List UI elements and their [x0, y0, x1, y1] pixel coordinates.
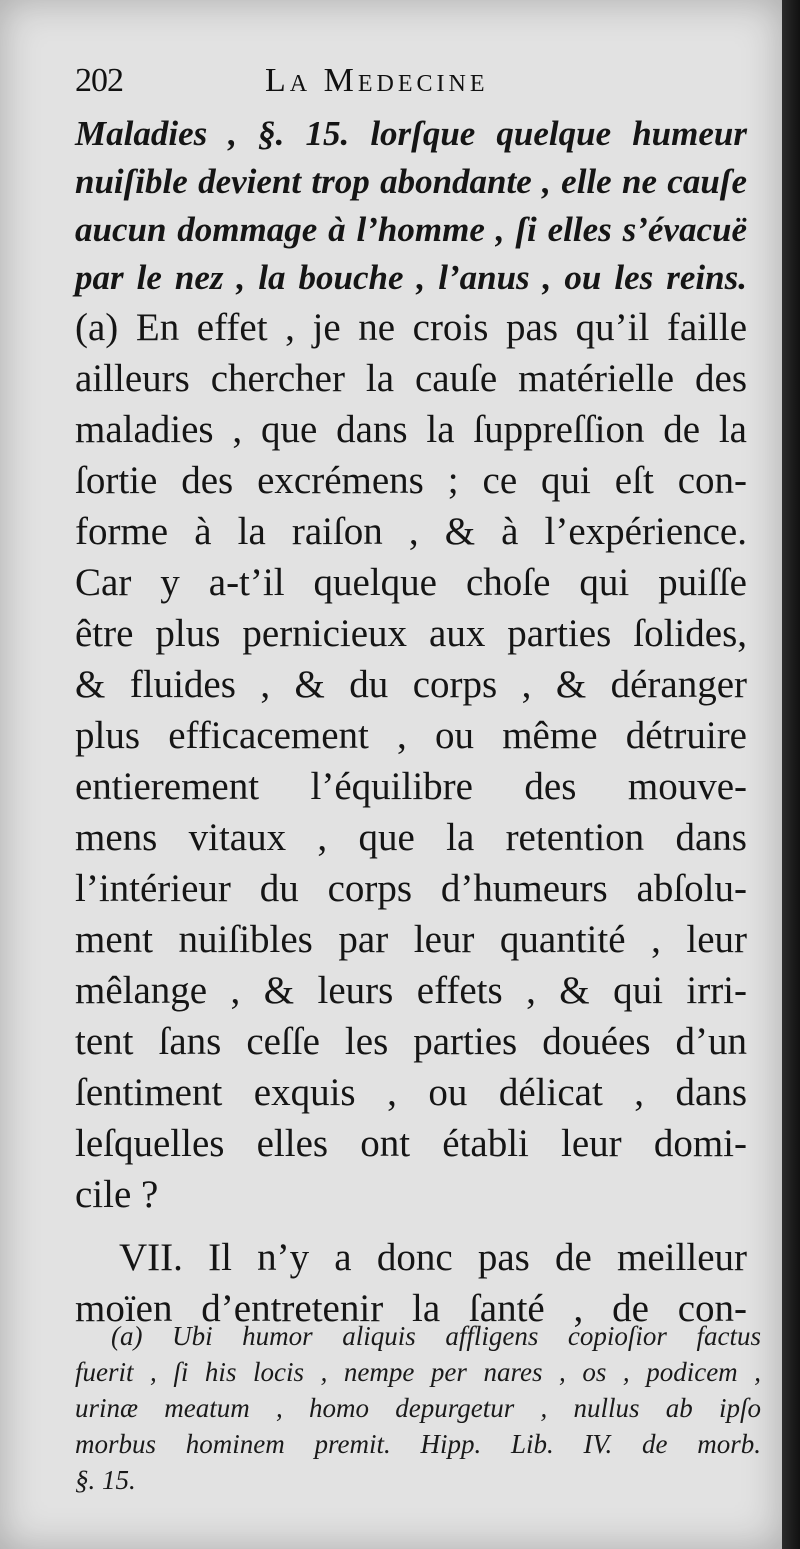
footnote-line: §. 15.	[75, 1465, 136, 1495]
text-line: leſquelles elles ont établi leur domi-	[75, 1122, 747, 1165]
page-number: 202	[75, 62, 123, 99]
running-title: La Medecine	[265, 62, 489, 99]
main-text	[75, 110, 747, 1334]
text-line: l’intérieur du corps d’humeurs abſolu-	[75, 867, 747, 910]
scan-edge	[782, 0, 800, 1549]
text-line: & fluides , & du corps , & déranger	[75, 663, 747, 706]
text-line: mêlange , & leurs effets , & qui irri-	[75, 969, 747, 1012]
page-header	[75, 62, 755, 112]
text-line: être plus pernicieux aux parties ſolides,	[75, 612, 747, 655]
text-line: aucun dommage à l’homme , ſi elles s’évacuë	[75, 210, 747, 249]
footnote-line: morbus hominem premit. Hipp. Lib. IV. de morb.	[75, 1429, 761, 1459]
text-line: cile ?	[75, 1173, 159, 1216]
text-line: tent ſans ceſſe les parties douées d’un	[75, 1020, 747, 1063]
text-line: ſentiment exquis , ou délicat , dans	[75, 1071, 747, 1114]
text-line: ſortie des excrémens ; ce qui eſt con-	[75, 459, 747, 502]
footnote	[75, 1318, 761, 1498]
text-line: Maladies , §. 15. lorſque quelque humeur	[75, 114, 747, 153]
footnote-line: urinæ meatum , homo depurgetur , nullus ab ipſo	[75, 1393, 761, 1423]
text-line: moïen d’entretenir la ſanté , de con-	[75, 1287, 747, 1330]
text-line: Car y a-t’il quelque choſe qui puiſſe	[75, 561, 747, 604]
text-line: plus efficacement , ou même détruire	[75, 714, 747, 757]
text-line: nuiſible devient trop abondante , elle ne cauſe	[75, 162, 747, 201]
text-line: ailleurs chercher la cauſe matérielle des	[75, 357, 747, 400]
text-line: par le nez , la bouche , l’anus , ou les reins.	[75, 258, 747, 297]
footnote-line: (a) Ubi humor aliquis affligens copioſior factus	[111, 1321, 761, 1351]
section-heading-line: VII. Il n’y a donc pas de meilleur	[119, 1236, 747, 1279]
footnote-line: fuerit , ſi his locis , nempe per nares , os , podicem ,	[75, 1357, 761, 1387]
text-line: ment nuiſibles par leur quantité , leur	[75, 918, 747, 961]
text-line: forme à la raiſon , & à l’expérience.	[75, 510, 747, 553]
text-line: entierement l’équilibre des mouve-	[75, 765, 747, 808]
text-line: maladies , que dans la ſuppreſſion de la	[75, 408, 747, 451]
text-line: (a) En effet , je ne crois pas qu’il faille	[75, 306, 747, 349]
text-line: mens vitaux , que la retention dans	[75, 816, 747, 859]
